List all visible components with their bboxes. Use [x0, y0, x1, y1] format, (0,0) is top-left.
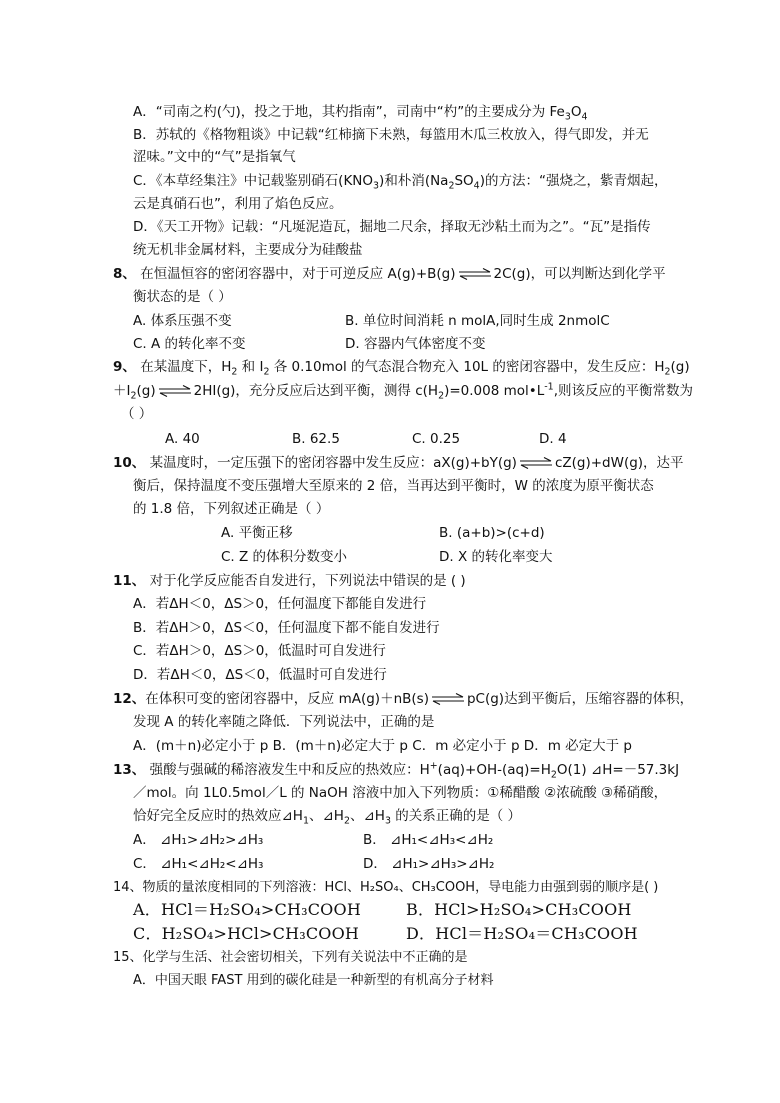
q8-option-b: B. 单位时间消耗 n molA,同时生成 2nmolC — [345, 313, 610, 329]
q8-option-c: C. A 的转化率不变 — [133, 336, 246, 352]
q10-number: 10、 — [113, 455, 146, 471]
q11-option-b: B．若ΔH＞0，ΔS＜0，任何温度下都不能自发进行 — [133, 620, 440, 636]
q13-option-d: D． ⊿H₁>⊿H₃>⊿H₂ — [363, 856, 495, 872]
q14-stem: 14、物质的量浓度相同的下列溶液：HCl、H₂SO₄、CH₃COOH，导电能力由强到弱的顺序是( ) — [113, 880, 659, 895]
q10-stem-line2: 衡后，保持温度不变压强增大至原来的 2 倍，当再达到平衡时，W 的浓度为原平衡状态 — [133, 478, 654, 494]
q10-option-c: C. Z 的体积分数变小 — [221, 549, 348, 565]
q7-option-c-line1: C．《本草经集注》中记载鉴别硝石$(KNO_3)$和朴消$(Na_2SO_4)$的方法：“强烧之，紫青烟起， — [133, 173, 668, 192]
q15-stem: 15、化学与生活、社会密切相关，下列有关说法中不正确的是 — [113, 950, 468, 965]
q13-option-b: B． ⊿H₁<⊿H₃<⊿H₂ — [363, 832, 494, 848]
q7-option-c-line2: 云是真硝石也”，利用了焰色反应。 — [133, 196, 343, 212]
q13-stem-line2: ／mol。向 1L0.5mol／L 的 NaOH 溶液中加入下列物质：①稀醋酸 ②浓硫酸 ③稀硝酸， — [133, 785, 668, 801]
q13-stem-line1: 13、 强酸与强碱的稀溶液发生中和反应的热效应：$H^+(aq)+OH-(aq)=H_2O(1)$ ⊿H=－57.3kJ — [113, 760, 680, 781]
q9-option-c: C. 0.25 — [412, 431, 461, 447]
q13-option-c: C． ⊿H₁<⊿H₂<⊿H₃ — [133, 856, 264, 872]
q15-option-a: A．中国天眼 FAST 用到的碳化硅是一种新型的有机高分子材料 — [133, 973, 494, 988]
q9-option-b: B. 62.5 — [292, 431, 340, 447]
q12-stem-line2: 发现 A 的转化率随之降低．下列说法中，正确的是 — [133, 714, 435, 730]
q9-stem-line1: 9、 在某温度下，$H_2$ 和 $I_2$ 各 0.10mol 的气态混合物充入 10L 的密闭容器中，发生反应：$H_2(g)$ — [113, 359, 690, 378]
q10-option-b: B. (a+b)>(c+d) — [439, 525, 545, 541]
q10-option-d: D. X 的转化率变大 — [439, 549, 553, 565]
q12-stem-line1: 12、在体积可变的密闭容器中，反应 mA(g)＋nB(s) pC(g)达到平衡后，压缩容器的体积， — [113, 691, 694, 707]
q14-option-b: B．HCl>H₂SO₄>CH₃COOH — [406, 900, 632, 919]
q8-option-d: D. 容器内气体密度不变 — [345, 336, 486, 352]
q9-stem-line3: （ ） — [121, 406, 153, 422]
q8-number: 8、 — [113, 266, 136, 282]
q10-stem-line3: 的 1.8 倍，下列叙述正确是（ ） — [133, 501, 330, 517]
q7-option-d-line2: 统无机非金属材料，主要成分为硅酸盐 — [133, 242, 363, 258]
q7-option-b-line1: B．苏轼的《格物粗谈》中记载“红柿摘下未熟，每篮用木瓜三枚放入，得气即发，并无 — [133, 127, 649, 143]
q7-option-d-line1: D．《天工开物》记载：“凡埏泥造瓦，掘地二尺余，择取无沙粘土而为之”。“瓦”是指传 — [133, 219, 651, 235]
q7-option-b-line2: 涩味。”文中的“气”是指氧气 — [133, 149, 296, 165]
q13-stem-line3: 恰好完全反应时的热效应$⊿H_1$、$⊿H_2$、$⊿H_3$ 的关系正确的是（ ） — [133, 808, 522, 827]
q11-option-a: A．若ΔH＜0，ΔS＞0，任何温度下都能自发进行 — [133, 596, 427, 612]
q11-option-c: C．若ΔH＞0，ΔS＞0，低温时可自发进行 — [133, 643, 386, 659]
q13-number: 13、 — [113, 762, 146, 778]
q9-stem-line2: $+I_2(g)$ 2HI(g)，充分反应后达到平衡，测得 $c(H_2)=0.008$ $mol•L^{-1}$,则该反应的平衡常数为 — [113, 381, 693, 402]
q9-number: 9、 — [113, 359, 136, 375]
q7-option-a: A．“司南之杓(勺)，投之于地，其杓指南”，司南中“杓”的主要成分为 $Fe_3O_4$ — [133, 104, 588, 123]
q13-option-a: A． ⊿H₁>⊿H₂>⊿H₃ — [133, 832, 264, 848]
q14-option-a: A．HCl＝H₂SO₄>CH₃COOH — [133, 900, 361, 919]
q14-option-c: C．H₂SO₄>HCl>CH₃COOH — [133, 924, 360, 943]
q12-number: 12、 — [113, 691, 146, 707]
q10-stem-line1: 10、 某温度时，一定压强下的密闭容器中发生反应：aX(g)+bY(g) cZ(g)+dW(g)，达平 — [113, 455, 684, 471]
equilibrium-arrow-icon — [458, 268, 492, 280]
q12-options: A．(m＋n)必定小于 p B．(m＋n)必定大于 p C．m 必定小于 p D．m 必定大于 p — [133, 738, 632, 754]
q11-option-d: D．若ΔH＜0，ΔS＜0，低温时可自发进行 — [133, 667, 387, 683]
equilibrium-arrow-icon — [519, 457, 553, 469]
q10-option-a: A. 平衡正移 — [221, 525, 293, 541]
equilibrium-arrow-icon — [431, 693, 465, 705]
q9-option-a: A. 40 — [165, 431, 200, 447]
q8-stem-line2: 衡状态的是（ ） — [133, 289, 232, 305]
equilibrium-arrow-icon — [158, 385, 192, 397]
q9-option-d: D. 4 — [539, 431, 567, 447]
q14-option-d: D．HCl＝H₂SO₄＝CH₃COOH — [406, 924, 638, 943]
q11-number: 11、 — [113, 573, 146, 589]
q8-option-a: A. 体系压强不变 — [133, 313, 232, 329]
q11-stem: 11、 对于化学反应能否自发进行，下列说法中错误的是 ( ) — [113, 573, 466, 589]
q8-stem-line1: 8、 在恒温恒容的密闭容器中，对于可逆反应 A(g)+B(g) 2C(g)，可以判断达到化学平 — [113, 266, 666, 282]
